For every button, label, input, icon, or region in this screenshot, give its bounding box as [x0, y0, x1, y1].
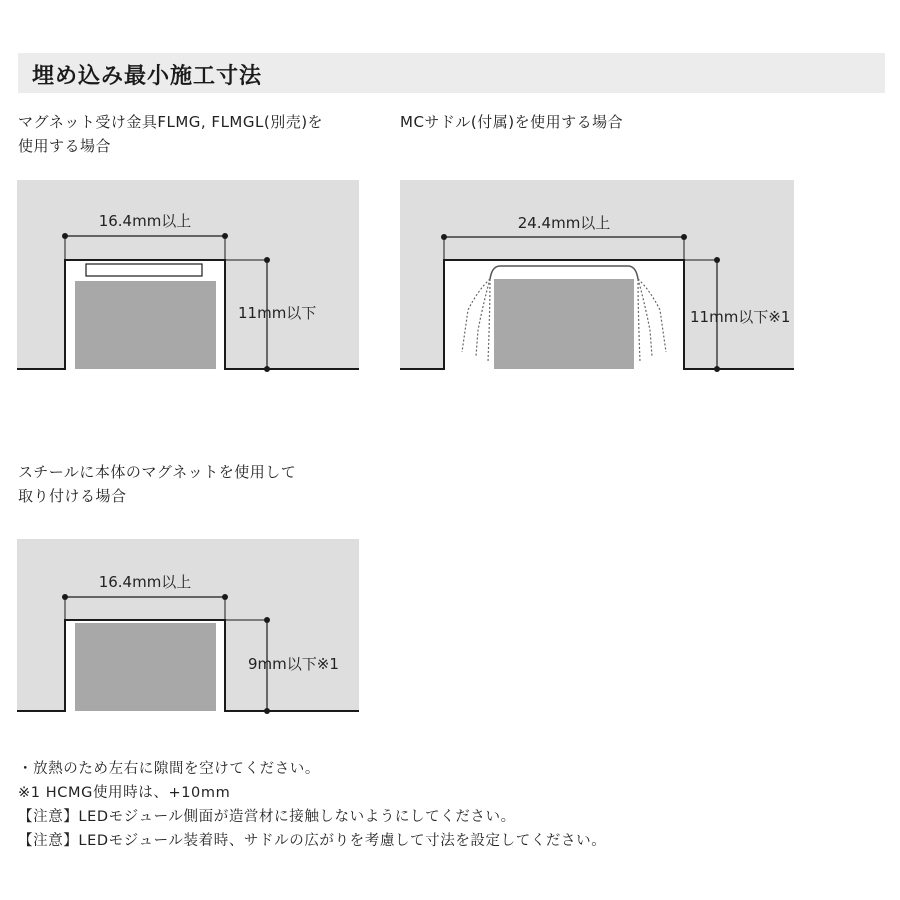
- caution-line: 【注意】LEDモジュール装着時、サドルの広がりを考慮して寸法を設定してください。: [18, 833, 607, 849]
- diagram-1-caption: マグネット受け金具FLMG, FLMGL(別売)を 使用する場合: [18, 113, 324, 155]
- diagram-2-caption: MCサドル(付属)を使用する場合: [400, 113, 624, 131]
- diagram-3-caption: スチールに本体のマグネットを使用して 取り付ける場合: [18, 463, 297, 505]
- height-dimension-label: 9mm以下※1: [248, 655, 339, 673]
- height-dimension-label: 11mm以下: [238, 304, 317, 322]
- note-line: ・放熱のため左右に隙間を空けてください。: [18, 761, 320, 777]
- width-dimension-label: 24.4mm以上: [517, 214, 611, 232]
- width-dimension-label: 16.4mm以上: [98, 573, 192, 591]
- led-module: [75, 623, 216, 711]
- caution-line: 【注意】LEDモジュール側面が造営材に接触しないようにしてください。: [18, 809, 516, 825]
- height-dimension-label: 11mm以下※1: [690, 308, 791, 326]
- note-line: ※1 HCMG使用時は、+10mm: [18, 785, 231, 801]
- width-dimension-label: 16.4mm以上: [98, 212, 192, 230]
- page-title: 埋め込み最小施工寸法: [32, 64, 263, 89]
